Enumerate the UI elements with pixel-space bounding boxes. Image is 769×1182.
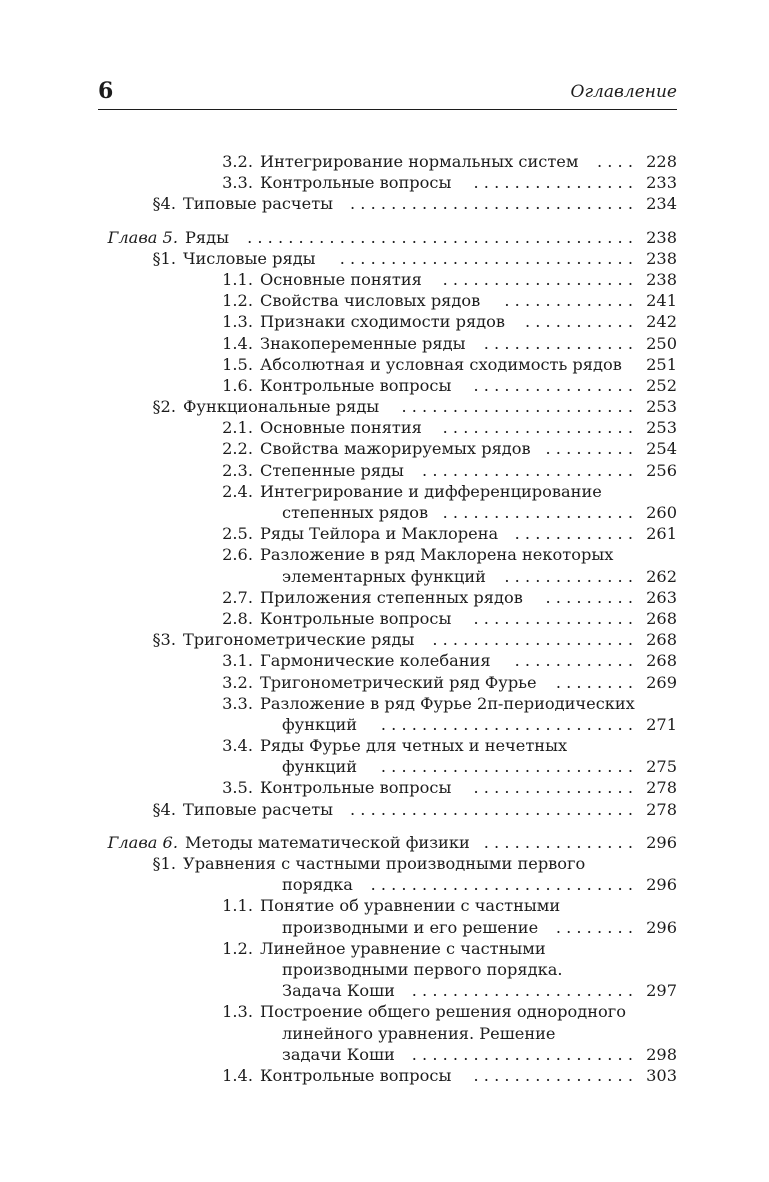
- dot-leader: . . . . . . . . . . . . . . . . . . . . . . .: [401, 397, 633, 417]
- dot-leader: . . . . . . . . . . . . . . . .: [473, 173, 633, 193]
- dot-leader: . . . . . . . . . . . . . . . . . . . . . . . . . . . . .: [339, 248, 633, 268]
- toc-entry-subsection: [98, 777, 677, 798]
- dot-leader: . . . . . . . . . . . . . . .: [483, 832, 633, 852]
- dot-leader: . . . . . . . . . . . . . . . . . . .: [442, 269, 633, 289]
- entry-title: Основные понятия: [260, 418, 422, 438]
- dot-leader: . . . . . . . . . . . . . . . .: [473, 375, 633, 395]
- entry-title-continuation: линейного уравнения. Решение: [282, 1023, 556, 1043]
- entry-title: Контрольные вопросы: [260, 778, 452, 798]
- dot-leader: . . . . . . . . . . . . . . . . . . . . . .: [411, 981, 633, 1001]
- dot-leader: . . . . . . . . . . . . . . . . . . . . .: [422, 460, 633, 480]
- toc-entry-continuation: [98, 874, 677, 895]
- dot-leader: . . . . . . . . . . . . .: [504, 566, 633, 586]
- toc-entry-continuation: [98, 566, 677, 587]
- dot-leader: . . . . . . . . . . . . . . .: [483, 333, 633, 353]
- entry-page-number: 254: [646, 439, 677, 459]
- entry-number: 3.2.: [222, 152, 253, 171]
- toc-entry-chapter: [98, 227, 677, 248]
- entry-number: 3.1.: [222, 651, 253, 671]
- page-header: [98, 78, 677, 108]
- entry-number: §3.: [152, 630, 176, 650]
- toc-entry-continuation: [98, 917, 677, 938]
- entry-title-continuation: порядка: [282, 875, 353, 895]
- dot-leader: . . . . . . . . . . . . . . . .: [473, 778, 633, 798]
- entry-number: 2.8.: [222, 608, 253, 628]
- dot-leader: . . . . . . . . . . . . . . . .: [473, 608, 633, 628]
- dot-leader: . . . . . . . . . . . . . . . .: [473, 1065, 633, 1085]
- entry-number: 2.6.: [222, 545, 253, 565]
- entry-title: Свойства мажорируемых рядов: [260, 439, 531, 459]
- entry-number: 2.2.: [222, 439, 253, 459]
- entry-page-number: 303: [646, 1065, 677, 1085]
- toc-entry-subsection: [98, 1065, 677, 1086]
- entry-page-number: 238: [646, 269, 677, 289]
- dot-leader: . . . . . . . . . . . . . . . . . . . . . .: [411, 1044, 633, 1064]
- toc-entry-continuation: [98, 959, 677, 980]
- entry-title: Ряды Фурье для четных и нечетных: [260, 736, 568, 756]
- entry-page-number: 262: [646, 566, 677, 586]
- toc-entry-subsection: [98, 269, 677, 290]
- entry-title: Интегрирование и дифференцирование: [260, 481, 602, 501]
- entry-number: §1.: [152, 854, 176, 873]
- dot-leader: . . . . . . . . . . . . . . . . . . . . . . . . . . . .: [349, 194, 633, 214]
- entry-page-number: 296: [646, 875, 677, 895]
- dot-leader: . . . . . . . . . . . . . . . . . . . . . . . . . . . . . . . . . . . . . .: [247, 227, 633, 247]
- toc-entry-subsection: [98, 735, 677, 756]
- dot-leader: . . . . . . . . . . . . . . . . . . . . . . . . . . . .: [349, 799, 633, 819]
- dot-leader: . . . . . . . . . . . . . . . . . . .: [442, 418, 633, 438]
- entry-page-number: 269: [646, 672, 677, 692]
- toc-entry-subsection: [98, 938, 677, 959]
- entry-number: 1.4.: [222, 333, 253, 353]
- entry-title-continuation: производными первого порядка.: [282, 959, 563, 979]
- entry-title: Понятие об уравнении с частными: [260, 896, 561, 916]
- dot-leader: . . . . . . . .: [555, 917, 633, 937]
- chapter-spacer: [98, 820, 677, 832]
- toc-entry-continuation: [98, 756, 677, 777]
- entry-title: Разложение в ряд Маклорена некоторых: [260, 545, 614, 565]
- entry-title-continuation: функций: [282, 757, 358, 777]
- entry-number: 3.5.: [222, 778, 253, 798]
- entry-title: Уравнения с частными производными первого: [183, 854, 586, 873]
- toc-entry-section: [98, 853, 677, 874]
- entry-title: Интегрирование нормальных систем: [260, 152, 579, 171]
- entry-title-continuation: задачи Коши: [282, 1044, 395, 1064]
- entry-page-number: 252: [646, 375, 677, 395]
- entry-title: Построение общего решения однородного: [260, 1002, 626, 1022]
- toc-entry-subsection: [98, 460, 677, 481]
- dot-leader: . . . . . . . . . . . .: [514, 651, 633, 671]
- entry-title: Ряды: [185, 227, 229, 247]
- toc-entry-subsection: [98, 311, 677, 332]
- entry-title: Тригонометрический ряд Фурье: [260, 672, 537, 692]
- toc-entry-subsection: [98, 693, 677, 714]
- entry-page-number: 253: [646, 397, 677, 417]
- entry-number: 3.2.: [222, 672, 253, 692]
- entry-title: Линейное уравнение с частными: [260, 938, 546, 958]
- toc-entry-section: [98, 248, 677, 269]
- entry-title: Контрольные вопросы: [260, 375, 452, 395]
- entry-title: Контрольные вопросы: [260, 173, 452, 193]
- toc-entry-subsection: [98, 417, 677, 438]
- dot-leader: . . . .: [596, 152, 633, 171]
- entry-title: Ряды Тейлора и Маклорена: [260, 524, 499, 544]
- entry-page-number: 275: [646, 757, 677, 777]
- toc-entry-subsection: [98, 672, 677, 693]
- entry-page-number: 256: [646, 460, 677, 480]
- toc-entry-subsection: [98, 544, 677, 565]
- entry-page-number: 268: [646, 630, 677, 650]
- entry-page-number: 253: [646, 418, 677, 438]
- entry-number: 2.4.: [222, 481, 253, 501]
- entry-page-number: 242: [646, 312, 677, 332]
- entry-number: 2.7.: [222, 587, 253, 607]
- header-rule: [98, 109, 677, 110]
- page-number: 6: [98, 78, 114, 104]
- dot-leader: . . . . . . . . .: [545, 587, 633, 607]
- entry-title: Контрольные вопросы: [260, 1065, 452, 1085]
- entry-number: 2.5.: [222, 524, 253, 544]
- toc-entry-section: [98, 396, 677, 417]
- entry-page-number: 268: [646, 651, 677, 671]
- entry-page-number: 278: [646, 778, 677, 798]
- entry-page-number: 238: [646, 227, 677, 247]
- entry-title: Методы математической физики: [185, 832, 470, 852]
- entry-number: 1.1.: [222, 896, 253, 916]
- entry-page-number: 250: [646, 333, 677, 353]
- toc-entry-chapter: [98, 832, 677, 853]
- toc-entry-continuation: [98, 502, 677, 523]
- entry-title-continuation: производными и его решение: [282, 917, 539, 937]
- entry-number: 1.2.: [222, 291, 253, 311]
- entry-page-number: 297: [646, 981, 677, 1001]
- dot-leader: . . . . . . . . . . .: [524, 312, 633, 332]
- entry-number: 1.6.: [222, 375, 253, 395]
- toc-entry-subsection: [98, 523, 677, 544]
- dot-leader: . . . . . . . . . . . . . . . . . . . .: [432, 630, 633, 650]
- entry-title-continuation: элементарных функций: [282, 566, 486, 586]
- table-of-contents: [98, 151, 677, 1086]
- entry-page-number: 261: [646, 524, 677, 544]
- toc-entry-subsection: [98, 354, 677, 375]
- entry-title: Контрольные вопросы: [260, 608, 452, 628]
- entry-number: Глава 6.: [107, 832, 178, 852]
- entry-number: 1.1.: [222, 269, 253, 289]
- entry-title: Тригонометрические ряды: [183, 630, 415, 650]
- entry-title: Абсолютная и условная сходимость рядов: [260, 354, 622, 374]
- entry-page-number: 228: [646, 152, 677, 171]
- entry-page-number: 251: [646, 354, 677, 374]
- entry-title-continuation: степенных рядов: [282, 503, 429, 522]
- toc-entry-section: [98, 193, 677, 214]
- dot-leader: . . . . . . . . . . . . . . . . . . . . . . . . .: [380, 757, 633, 777]
- dot-leader: . . . . . . . . . . . . . . . . . . . . . . . . .: [380, 714, 633, 734]
- running-title: Оглавление: [570, 82, 677, 102]
- toc-entry-subsection: [98, 481, 677, 502]
- entry-number: §4.: [152, 799, 176, 819]
- toc-entry-subsection: [98, 1001, 677, 1022]
- entry-page-number: 296: [646, 917, 677, 937]
- entry-title: Типовые расчеты: [183, 194, 334, 214]
- entry-page-number: 234: [646, 194, 677, 214]
- entry-page-number: 271: [646, 714, 677, 734]
- entry-title: Числовые ряды: [183, 248, 316, 268]
- entry-number: 1.3.: [222, 312, 253, 332]
- entry-number: 3.3.: [222, 173, 253, 193]
- dot-leader: . . . . . . . . . . . . . . . . . . .: [442, 503, 633, 522]
- entry-page-number: 260: [646, 503, 677, 522]
- toc-entry-section: [98, 799, 677, 820]
- entry-title: Типовые расчеты: [183, 799, 334, 819]
- entry-number: 1.3.: [222, 1002, 253, 1022]
- entry-number: 3.4.: [222, 736, 253, 756]
- entry-title: Приложения степенных рядов: [260, 587, 523, 607]
- entry-number: 2.1.: [222, 418, 253, 438]
- entry-number: Глава 5.: [107, 227, 178, 247]
- toc-entry-section: [98, 629, 677, 650]
- entry-title: Разложение в ряд Фурье 2π-периодических: [260, 693, 635, 713]
- entry-page-number: 268: [646, 608, 677, 628]
- entry-title: Знакопеременные ряды: [260, 333, 466, 353]
- toc-entry-subsection: [98, 333, 677, 354]
- toc-entry-subsection: [98, 650, 677, 671]
- entry-title: Функциональные ряды: [183, 397, 380, 417]
- entry-page-number: 233: [646, 173, 677, 193]
- entry-title: Свойства числовых рядов: [260, 291, 481, 311]
- entry-title: Признаки сходимости рядов: [260, 312, 505, 332]
- toc-entry-subsection: [98, 290, 677, 311]
- toc-entry-continuation: [98, 714, 677, 735]
- entry-number: 2.3.: [222, 460, 253, 480]
- entry-page-number: 296: [646, 832, 677, 852]
- chapter-spacer: [98, 215, 677, 227]
- entry-number: §4.: [152, 194, 176, 214]
- entry-title: Гармонические колебания: [260, 651, 491, 671]
- toc-entry-subsection: [98, 151, 677, 172]
- toc-entry-subsection: [98, 587, 677, 608]
- toc-entry-continuation: [98, 1023, 677, 1044]
- toc-entry-continuation: [98, 980, 677, 1001]
- dot-leader: . . . . . . . . . . . .: [514, 524, 633, 544]
- toc-entry-continuation: [98, 1044, 677, 1065]
- entry-title: Степенные ряды: [260, 460, 404, 480]
- dot-leader: . . . . . . . . . . . . . . . . . . . . . . . . . .: [370, 875, 633, 895]
- dot-leader: . . . . . . . . .: [545, 439, 633, 459]
- toc-entry-subsection: [98, 895, 677, 916]
- toc-entry-subsection: [98, 375, 677, 396]
- entry-number: §2.: [152, 397, 176, 417]
- entry-number: 1.5.: [222, 354, 253, 374]
- toc-entry-subsection: [98, 438, 677, 459]
- entry-page-number: 241: [646, 291, 677, 311]
- entry-number: §1.: [152, 248, 176, 268]
- dot-leader: . . . . . . . .: [555, 672, 633, 692]
- entry-number: 1.4.: [222, 1065, 253, 1085]
- toc-entry-subsection: [98, 608, 677, 629]
- entry-title-continuation: Задача Коши: [282, 981, 395, 1001]
- entry-title-continuation: функций: [282, 714, 358, 734]
- toc-entry-subsection: [98, 172, 677, 193]
- entry-title: Основные понятия: [260, 269, 422, 289]
- entry-page-number: 278: [646, 799, 677, 819]
- entry-number: 3.3.: [222, 693, 253, 713]
- entry-page-number: 263: [646, 587, 677, 607]
- entry-page-number: 298: [646, 1044, 677, 1064]
- entry-number: 1.2.: [222, 938, 253, 958]
- dot-leader: . . . . . . . . . . . . .: [504, 291, 633, 311]
- entry-page-number: 238: [646, 248, 677, 268]
